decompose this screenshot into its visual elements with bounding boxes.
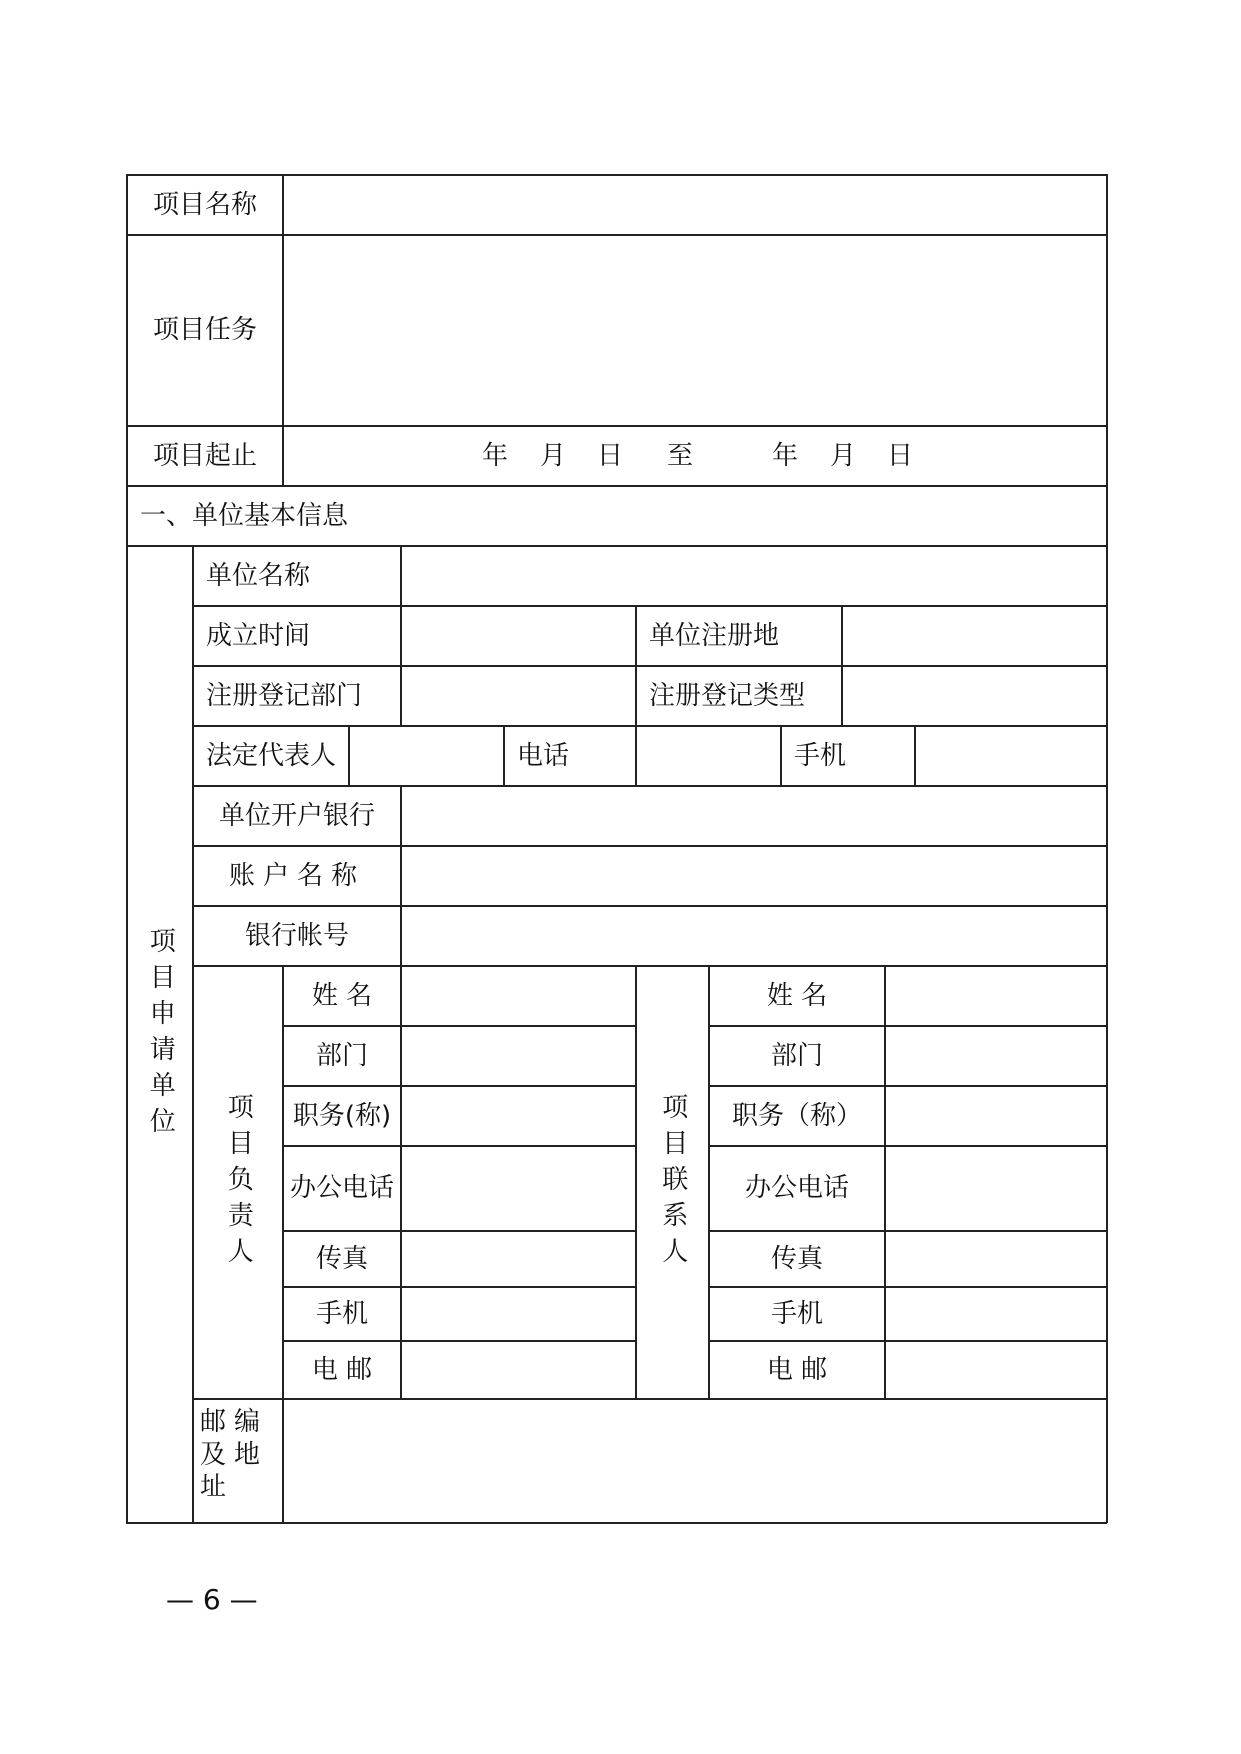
contact-office-phone-label: 办公电话 (744, 1173, 849, 1204)
project-name-label: 项目名称 (152, 189, 257, 220)
bank-input[interactable] (402, 787, 1106, 845)
leader-position-label: 职务(称) (292, 1100, 392, 1131)
mobile-label: 手机 (794, 740, 847, 771)
contact-office-phone-input[interactable] (886, 1147, 1106, 1230)
contact-dept-label: 部门 (770, 1040, 823, 1071)
end-day-label: 日 (886, 440, 913, 471)
leader-name-input[interactable] (402, 967, 635, 1025)
postcode-label: 邮编及地址 (200, 1407, 269, 1502)
project-task-input[interactable] (284, 236, 1106, 425)
contact-name-label: 姓 名 (766, 980, 828, 1011)
leader-office-phone-label: 办公电话 (289, 1173, 394, 1204)
registration-type-input[interactable] (843, 667, 1106, 725)
leader-fax-label: 传真 (315, 1243, 368, 1274)
start-year-label: 年 (481, 440, 508, 471)
contact-fax-input[interactable] (886, 1232, 1106, 1286)
period-to-label: 至 (666, 440, 693, 471)
leader-mobile-label: 手机 (315, 1298, 368, 1329)
project-period-label: 项目起止 (152, 440, 257, 471)
mobile-input[interactable] (916, 727, 1106, 785)
start-day-label: 日 (596, 440, 623, 471)
applicant-unit-label: 项目申请单位 (145, 926, 176, 1143)
legal-rep-label: 法定代表人 (206, 740, 337, 771)
leader-position-input[interactable] (402, 1087, 635, 1145)
contact-position-label: 职务（称） (731, 1100, 862, 1131)
contact-fax-label: 传真 (770, 1243, 823, 1274)
leader-email-input[interactable] (402, 1342, 635, 1398)
bank-label: 单位开户银行 (218, 800, 375, 831)
phone-input[interactable] (637, 727, 780, 785)
postcode-address-input[interactable] (284, 1400, 1106, 1522)
project-contact-label: 项目联系人 (657, 1092, 688, 1273)
leader-email-label: 电 邮 (311, 1354, 373, 1385)
leader-name-label: 姓 名 (311, 980, 373, 1011)
project-name-input[interactable] (284, 176, 1106, 234)
leader-fax-input[interactable] (402, 1232, 635, 1286)
page-number: — 6 — (166, 1583, 258, 1616)
account-name-input[interactable] (402, 847, 1106, 905)
leader-office-phone-input[interactable] (402, 1147, 635, 1230)
start-month-label: 月 (539, 440, 566, 471)
established-label: 成立时间 (206, 620, 311, 651)
contact-name-input[interactable] (886, 967, 1106, 1025)
registration-dept-label: 注册登记部门 (206, 680, 363, 711)
registered-place-label: 单位注册地 (649, 620, 780, 651)
section-title: 一、单位基本信息 (140, 500, 349, 531)
contact-email-label: 电 邮 (766, 1354, 828, 1385)
bank-account-label: 银行帐号 (244, 920, 349, 951)
unit-name-label: 单位名称 (206, 560, 311, 591)
contact-dept-input[interactable] (886, 1027, 1106, 1085)
project-task-label: 项目任务 (152, 315, 257, 346)
account-name-label: 账户名称 (228, 860, 365, 891)
registration-dept-input[interactable] (402, 667, 635, 725)
legal-rep-input[interactable] (350, 727, 503, 785)
registration-type-label: 注册登记类型 (649, 680, 806, 711)
registered-place-input[interactable] (843, 607, 1106, 665)
leader-dept-label: 部门 (315, 1040, 368, 1071)
contact-mobile-input[interactable] (886, 1288, 1106, 1340)
end-month-label: 月 (829, 440, 856, 471)
leader-dept-input[interactable] (402, 1027, 635, 1085)
established-input[interactable] (402, 607, 635, 665)
unit-name-input[interactable] (402, 547, 1106, 605)
contact-email-input[interactable] (886, 1342, 1106, 1398)
contact-mobile-label: 手机 (770, 1298, 823, 1329)
bank-account-input[interactable] (402, 907, 1106, 965)
phone-label: 电话 (517, 740, 570, 771)
project-leader-label: 项目负责人 (223, 1092, 254, 1273)
contact-position-input[interactable] (886, 1087, 1106, 1145)
end-year-label: 年 (771, 440, 798, 471)
leader-mobile-input[interactable] (402, 1288, 635, 1340)
